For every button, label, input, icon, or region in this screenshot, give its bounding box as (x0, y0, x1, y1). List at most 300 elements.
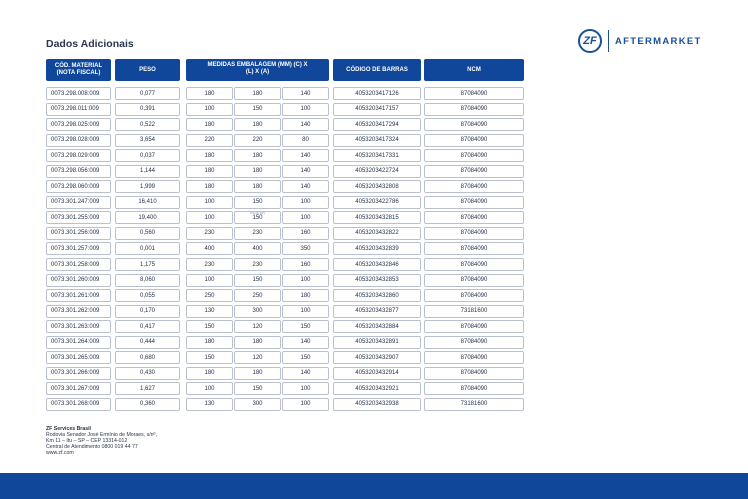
cell-value: 87084090 (460, 183, 488, 190)
logo-wordmark: AFTERMARKET (615, 35, 702, 47)
cell-barras (333, 320, 421, 333)
cell-value: 140 (300, 121, 311, 128)
cell-value: 0,417 (139, 323, 155, 330)
cell-value: 180 (252, 168, 263, 175)
cell-a (282, 118, 329, 131)
footer-line: Rodovia Senador José Ermínio de Moraes, s/nº, (46, 432, 157, 438)
cell-value: 0073.298.028:009 (51, 137, 100, 144)
cell-value: 0073.301.247:009 (51, 199, 100, 206)
cell-c (186, 382, 233, 395)
cell-value: 100 (204, 385, 215, 392)
cell-peso (115, 351, 180, 364)
cell-value: 4053203417157 (355, 106, 399, 113)
cell-value: 180 (300, 292, 311, 299)
cell-c (186, 320, 233, 333)
cell-value: 180 (252, 183, 263, 190)
cell-a (282, 165, 329, 178)
cell-code (46, 118, 111, 131)
cell-value: 0,444 (139, 339, 155, 346)
cell-barras (333, 398, 421, 411)
cell-c (186, 227, 233, 240)
cell-value: 100 (204, 214, 215, 221)
footer-line[interactable]: www.zf.com (46, 450, 74, 456)
cell-value: 87084090 (460, 339, 488, 346)
cell-value: 400 (252, 245, 263, 252)
cell-value: 87084090 (460, 121, 488, 128)
cell-value: 0073.301.265:009 (51, 354, 100, 361)
cell-a (282, 289, 329, 302)
cell-a (282, 149, 329, 162)
cell-a (282, 196, 329, 209)
cell-value: 140 (300, 370, 311, 377)
cell-value: 4053203417331 (355, 152, 399, 159)
cell-value: 180 (204, 90, 215, 97)
cell-value: 350 (300, 245, 311, 252)
cell-value: 100 (300, 277, 311, 284)
cell-a (282, 87, 329, 100)
cell-value: 4053203432846 (355, 261, 399, 268)
cell-code (46, 258, 111, 271)
cell-c (186, 149, 233, 162)
cell-value: 87084090 (460, 245, 488, 252)
cell-value: 250 (252, 292, 263, 299)
cell-barras (333, 367, 421, 380)
cell-barras (333, 382, 421, 395)
cell-value: 150 (300, 354, 311, 361)
cell-value: 150 (204, 323, 215, 330)
cell-value: 180 (252, 152, 263, 159)
cell-value: 1,999 (139, 183, 155, 190)
cell-a (282, 336, 329, 349)
cell-value: 0073.298.056:009 (51, 168, 100, 175)
cell-value: 87084090 (460, 385, 488, 392)
cell-c (186, 103, 233, 116)
cell-l (234, 103, 281, 116)
cell-value: 87084090 (460, 354, 488, 361)
cell-l (234, 196, 281, 209)
cell-l (234, 398, 281, 411)
cell-c (186, 118, 233, 131)
cell-code (46, 242, 111, 255)
cell-a (282, 351, 329, 364)
cell-c (186, 242, 233, 255)
cell-value: 4053203422724 (355, 168, 399, 175)
cell-value: 230 (204, 261, 215, 268)
cell-a (282, 320, 329, 333)
cell-code (46, 180, 111, 193)
cell-value: 87084090 (460, 292, 488, 299)
cell-code (46, 211, 111, 224)
cell-value: 87084090 (460, 137, 488, 144)
cell-value: 0073.301.256:009 (51, 230, 100, 237)
cell-value: 73181600 (460, 401, 488, 408)
cell-value: 220 (252, 137, 263, 144)
cell-l (234, 289, 281, 302)
cell-value: 87084090 (460, 90, 488, 97)
cell-value: 230 (204, 230, 215, 237)
cell-peso (115, 227, 180, 240)
cell-barras (333, 242, 421, 255)
cell-code (46, 149, 111, 162)
cell-value: 100 (204, 199, 215, 206)
cell-note: 0*1(28,18*) (249, 211, 266, 216)
cell-value: 220 (204, 137, 215, 144)
cell-value: 80 (302, 137, 309, 144)
cell-l (234, 305, 281, 318)
cell-value: 230 (252, 230, 263, 237)
cell-value: 4053203432907 (355, 354, 399, 361)
cell-barras (333, 87, 421, 100)
cell-value: 0073.301.268:009 (51, 401, 100, 408)
cell-value: 4053203432822 (355, 230, 399, 237)
cell-l (234, 320, 281, 333)
cell-value: 0073.298.029:009 (51, 152, 100, 159)
cell-value: 100 (300, 308, 311, 315)
cell-value: 3,654 (139, 137, 155, 144)
cell-barras (333, 351, 421, 364)
cell-value: 150 (252, 106, 263, 113)
cell-value: 0073.298.025:009 (51, 121, 100, 128)
cell-value: 4053203432891 (355, 339, 399, 346)
cell-a (282, 180, 329, 193)
cell-peso (115, 367, 180, 380)
cell-l (234, 242, 281, 255)
cell-l (234, 274, 281, 287)
cell-value: 0073.301.266:009 (51, 370, 100, 377)
cell-c (186, 134, 233, 147)
cell-value: 100 (300, 401, 311, 408)
cell-ncm (424, 398, 524, 411)
cell-value: 1,627 (139, 385, 155, 392)
cell-l (234, 382, 281, 395)
cell-ncm (424, 289, 524, 302)
cell-value: 0073.298.008:009 (51, 90, 100, 97)
cell-ncm (424, 382, 524, 395)
cell-ncm (424, 211, 524, 224)
cell-value: 150 (252, 199, 263, 206)
cell-value: 160 (300, 230, 311, 237)
cell-value: 0073.301.261:009 (51, 292, 100, 299)
cell-peso (115, 149, 180, 162)
cell-a (282, 367, 329, 380)
cell-c (186, 367, 233, 380)
cell-peso (115, 180, 180, 193)
cell-l (234, 211, 281, 224)
cell-peso (115, 103, 180, 116)
cell-a (282, 274, 329, 287)
cell-value: 140 (300, 339, 311, 346)
cell-ncm (424, 320, 524, 333)
cell-value: 4053203432921 (355, 385, 399, 392)
cell-value: 0073.301.264:009 (51, 339, 100, 346)
cell-barras (333, 274, 421, 287)
cell-value: 300 (252, 401, 263, 408)
cell-value: 4053203417126 (355, 90, 399, 97)
cell-c (186, 274, 233, 287)
cell-value: 150 (204, 354, 215, 361)
cell-value: 0073.298.060:009 (51, 183, 100, 190)
cell-value: 140 (300, 90, 311, 97)
cell-value: 0073.301.260:009 (51, 277, 100, 284)
cell-value: 160 (300, 261, 311, 268)
cell-value: 150 (252, 277, 263, 284)
cell-value: 19,400 (138, 214, 157, 221)
cell-value: 0,001 (139, 245, 155, 252)
cell-value: 4053203432877 (355, 308, 399, 315)
cell-barras (333, 103, 421, 116)
cell-ncm (424, 305, 524, 318)
cell-value: 180 (252, 339, 263, 346)
cell-c (186, 336, 233, 349)
cell-peso (115, 211, 180, 224)
cell-c (186, 351, 233, 364)
cell-code (46, 165, 111, 178)
cell-value: 87084090 (460, 168, 488, 175)
logo-divider (608, 30, 609, 52)
cell-l (234, 180, 281, 193)
cell-c (186, 180, 233, 193)
footer-address (46, 426, 157, 456)
cell-l (234, 258, 281, 271)
cell-code (46, 87, 111, 100)
cell-c (186, 398, 233, 411)
cell-value: 100 (300, 106, 311, 113)
cell-value: 0073.301.262:009 (51, 308, 100, 315)
cell-code (46, 336, 111, 349)
cell-barras (333, 196, 421, 209)
cell-code (46, 382, 111, 395)
cell-peso (115, 242, 180, 255)
cell-value: 100 (204, 277, 215, 284)
cell-value: 87084090 (460, 199, 488, 206)
cell-a (282, 211, 329, 224)
cell-value: 0073.301.267:009 (51, 385, 100, 392)
cell-l (234, 367, 281, 380)
cell-ncm (424, 351, 524, 364)
cell-a (282, 103, 329, 116)
cell-value: 0073.301.263:009 (51, 323, 100, 330)
footer-line: Central de Atendimento 0800 019 44 77 (46, 444, 138, 450)
footer-line: Km 11 – Itu – SP – CEP 13314-012 (46, 438, 128, 444)
cell-a (282, 305, 329, 318)
cell-l (234, 118, 281, 131)
cell-peso (115, 305, 180, 318)
cell-code (46, 274, 111, 287)
header-peso: PESO (115, 59, 180, 81)
page-title: Dados Adicionais (46, 38, 134, 50)
cell-value: 0,055 (139, 292, 155, 299)
cell-value: 180 (204, 168, 215, 175)
cell-value: 73181600 (460, 308, 488, 315)
header-code: CÓD. MATERIAL (NOTA FISCAL) (46, 59, 111, 81)
cell-value: 4053203432815 (355, 214, 399, 221)
cell-value: 4053203432839 (355, 245, 399, 252)
cell-l (234, 336, 281, 349)
cell-ncm (424, 227, 524, 240)
cell-a (282, 382, 329, 395)
cell-barras (333, 134, 421, 147)
cell-code (46, 320, 111, 333)
cell-a (282, 258, 329, 271)
cell-peso (115, 398, 180, 411)
cell-code (46, 305, 111, 318)
cell-value: 87084090 (460, 370, 488, 377)
cell-value: 180 (252, 121, 263, 128)
cell-barras (333, 118, 421, 131)
cell-barras (333, 336, 421, 349)
cell-c (186, 305, 233, 318)
cell-code (46, 367, 111, 380)
cell-value: 4053203432884 (355, 323, 399, 330)
cell-value: 87084090 (460, 214, 488, 221)
cell-barras (333, 165, 421, 178)
cell-value: 140 (300, 168, 311, 175)
cell-value: 4053203432860 (355, 292, 399, 299)
cell-value: 0,037 (139, 152, 155, 159)
cell-value: 4053203432853 (355, 277, 399, 284)
cell-value: 180 (252, 90, 263, 97)
cell-value: 150 (252, 214, 263, 221)
cell-a (282, 398, 329, 411)
cell-c (186, 196, 233, 209)
cell-peso (115, 289, 180, 302)
cell-peso (115, 118, 180, 131)
cell-peso (115, 336, 180, 349)
cell-value: 140 (300, 183, 311, 190)
cell-value: 87084090 (460, 106, 488, 113)
cell-value: 87084090 (460, 277, 488, 284)
cell-value: 4053203422786 (355, 199, 399, 206)
cell-ncm (424, 165, 524, 178)
cell-value: 150 (252, 385, 263, 392)
cell-peso (115, 382, 180, 395)
cell-ncm (424, 134, 524, 147)
cell-value: 0,430 (139, 370, 155, 377)
header-barras: CÓDIGO DE BARRAS (333, 59, 421, 81)
cell-value: 0073.301.255:009 (51, 214, 100, 221)
cell-value: 130 (204, 308, 215, 315)
cell-peso (115, 165, 180, 178)
cell-value: 180 (204, 370, 215, 377)
cell-value: 230 (252, 261, 263, 268)
cell-code (46, 227, 111, 240)
cell-value: 87084090 (460, 152, 488, 159)
cell-a (282, 227, 329, 240)
cell-ncm (424, 367, 524, 380)
cell-value: 1,175 (139, 261, 155, 268)
cell-barras (333, 211, 421, 224)
cell-value: 1,144 (139, 168, 155, 175)
cell-peso (115, 258, 180, 271)
cell-value: 100 (300, 214, 311, 221)
cell-value: 87084090 (460, 230, 488, 237)
cell-value: 180 (204, 152, 215, 159)
cell-ncm (424, 242, 524, 255)
cell-peso (115, 196, 180, 209)
cell-ncm (424, 87, 524, 100)
cell-ncm (424, 196, 524, 209)
cell-value: 120 (252, 354, 263, 361)
cell-value: 100 (300, 385, 311, 392)
cell-l (234, 165, 281, 178)
cell-l (234, 134, 281, 147)
cell-value: 4053203432938 (355, 401, 399, 408)
cell-value: 4053203432808 (355, 183, 399, 190)
cell-a (282, 134, 329, 147)
cell-value: 0073.298.011:009 (51, 106, 99, 113)
cell-value: 180 (204, 121, 215, 128)
cell-barras (333, 289, 421, 302)
cell-ncm (424, 149, 524, 162)
cell-value: 0073.301.258:009 (51, 261, 100, 268)
cell-c (186, 258, 233, 271)
cell-value: 16,410 (138, 199, 157, 206)
cell-ncm (424, 103, 524, 116)
cell-l (234, 149, 281, 162)
cell-value: 87084090 (460, 261, 488, 268)
cell-ncm (424, 180, 524, 193)
cell-code (46, 103, 111, 116)
cell-barras (333, 227, 421, 240)
cell-ncm (424, 274, 524, 287)
cell-value: 4053203432914 (355, 370, 399, 377)
cell-code (46, 134, 111, 147)
zf-aftermarket-logo (578, 28, 702, 54)
cell-value: 180 (252, 370, 263, 377)
cell-value: 0073.301.257:009 (51, 245, 100, 252)
cell-c (186, 87, 233, 100)
cell-barras (333, 305, 421, 318)
header-ncm: NCM (424, 59, 524, 81)
cell-c (186, 211, 233, 224)
cell-value: 0,680 (139, 354, 155, 361)
header-medidas: MEDIDAS EMBALAGEM (MM) (C) X (L) X (A) (186, 59, 329, 81)
cell-code (46, 351, 111, 364)
cell-l (234, 87, 281, 100)
cell-value: 130 (204, 401, 215, 408)
cell-value: 100 (300, 199, 311, 206)
cell-value: 400 (204, 245, 215, 252)
cell-value: 180 (204, 183, 215, 190)
cell-l (234, 227, 281, 240)
cell-value: 180 (204, 339, 215, 346)
footer-line: ZF Services Brasil (46, 426, 91, 432)
cell-c (186, 289, 233, 302)
cell-value: 250 (204, 292, 215, 299)
cell-value: 0,360 (139, 401, 155, 408)
cell-peso (115, 134, 180, 147)
cell-code (46, 398, 111, 411)
cell-ncm (424, 118, 524, 131)
cell-barras (333, 180, 421, 193)
cell-ncm (424, 336, 524, 349)
cell-value: 0,391 (139, 106, 155, 113)
cell-peso (115, 87, 180, 100)
cell-value: 140 (300, 152, 311, 159)
cell-c (186, 165, 233, 178)
cell-peso (115, 274, 180, 287)
cell-value: 300 (252, 308, 263, 315)
cell-value: 4053203417324 (355, 137, 399, 144)
cell-peso (115, 320, 180, 333)
cell-value: 0,560 (139, 230, 155, 237)
cell-value: 0,170 (139, 308, 155, 315)
cell-barras (333, 258, 421, 271)
cell-code (46, 196, 111, 209)
cell-value: 100 (204, 106, 215, 113)
cell-a (282, 242, 329, 255)
cell-value: 0,522 (139, 121, 155, 128)
